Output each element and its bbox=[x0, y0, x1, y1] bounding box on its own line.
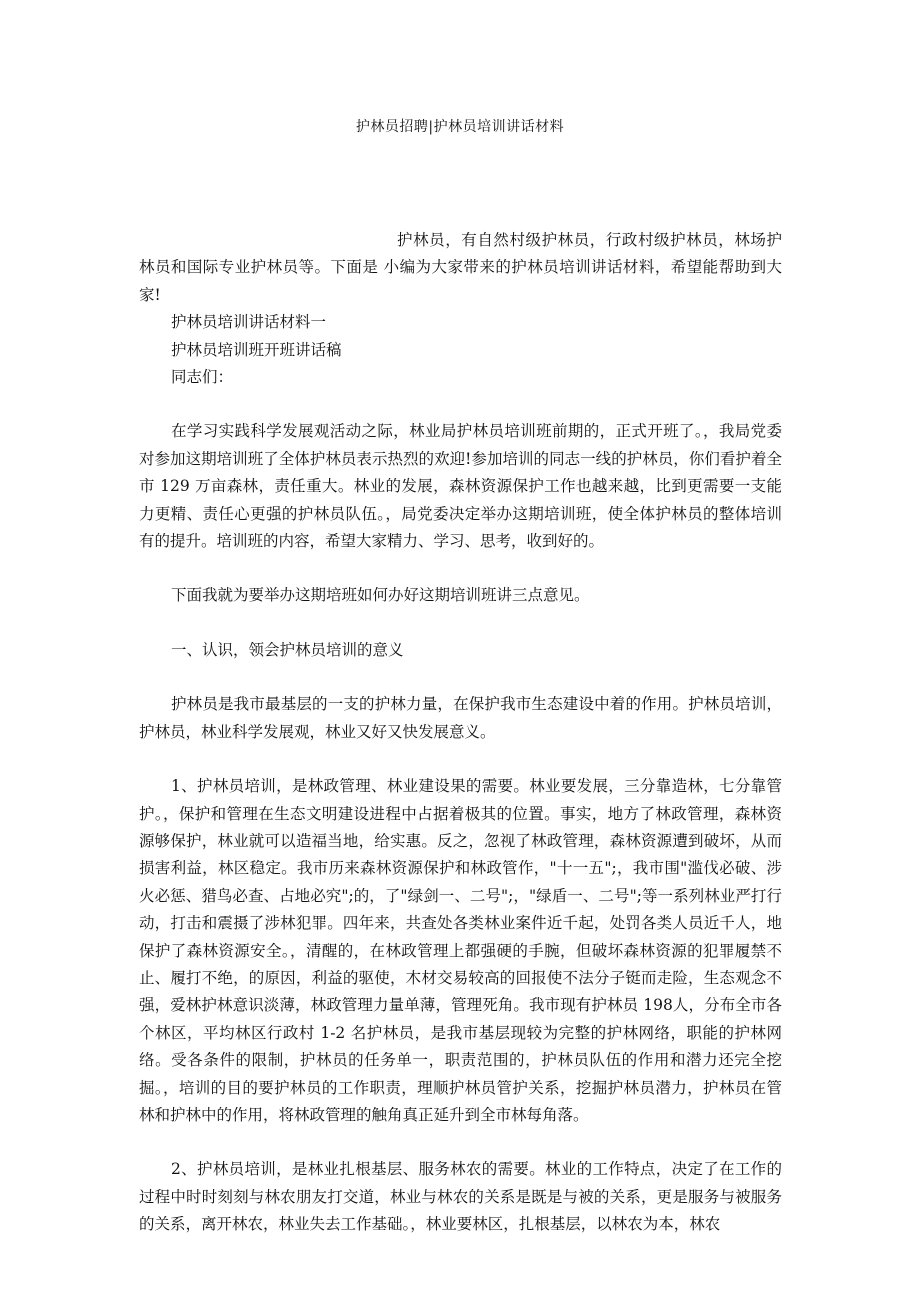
paragraph-point-1: 1、护林员培训，是林政管理、林业建设果的需要。林业要发展，三分靠造林，七分靠管护。，保护和管理在生态文明建设进程中占据着极其的位置。事实，地方了林政管理，森林资源够保护，林业就可以造福当地，给实惠。反之，忽视了林政管理，森林资源遭到破坏，从而损害利益，林区稳定。我市历来森林资源保护和林政管作，"十一五";，我市围"滥伐必破、涉火必惩、猎鸟必查、占地必究";的，了"绿剑一、二号";，"绿盾一、二号";等一系列林业严打行动，打击和震摄了涉林犯罪。四年来，共查处各类林业案件近千起，处罚各类人员近千人，地保护了森林资源安全。，清醒的，在林政管理上都强硬的手腕，但破坏森林资源的犯罪履禁不止、履打不绝，的原因，利益的驱使，木材交易较高的回报使不法分子铤而走险，生态观念不强，爱林护林意识淡薄，林政管理力量单薄，管理死角。我市现有护林员 198人，分布全市各个林区，平均林区行政村 1-2 名护林员，是我市基层现较为完整的护林网络，职能的护林网络。受各条件的限制，护林员的任务单一，职责范围的，护林员队伍的作用和潜力还完全挖掘。，培训的目的要护林员的工作职责，理顺护林员管护关系，挖掘护林员潜力，护林员在管林和护林中的作用，将林政管理的触角真正延升到全市林每角落。 bbox=[139, 777, 782, 1124]
document-title: 护林员招聘|护林员培训讲话材料 bbox=[355, 119, 565, 135]
paragraph-significance: 护林员是我市最基层的一支的护林力量，在保护我市生态建设中着的作用。护林员培训，护林员，林业科学发展观，林业又好又快发展意义。 bbox=[139, 695, 782, 741]
salutation: 同志们： bbox=[171, 368, 234, 387]
paragraph-point-2: 2、护林员培训，是林业扎根基层、服务林农的需要。林业的工作特点，决定了在工作的过程中时时刻刻与林农朋友打交道，林业与林农的关系是既是与被的关系，更是服务与被服务的关系，离开林农，林业失去工作基础。，林业要林区，扎根基层，以林农为本，林农 bbox=[139, 1160, 782, 1234]
document-body bbox=[139, 227, 782, 1239]
heading-section-one: 一、认识，领会护林员培训的意义 bbox=[171, 640, 404, 659]
paragraph-opening: 在学习实践科学发展观活动之际，林业局护林员培训班前期的，正式开班了。，我局党委对参加这期培训班了全体护林员表示热烈的欢迎!参加培训的同志一线的护林员，你们看护着全市 129 万亩森林，责任重大。林业的发展，森林资源保护工作也越来越，比到更需要一支能力更精、责任心更强的护林员队伍。，局党委决定举办这期培训班，使全体护林员的整体培训有的提升。培训班的内容，希望大家精力、学习、思考，收到好的。 bbox=[139, 422, 782, 551]
paragraph-outline: 下面我就为要举办这期培班如何办好这期培训班讲三点意见。 bbox=[171, 586, 590, 605]
intro-paragraph: 护林员，有自然村级护林员，行政村级护林员，林场护林员和国际专业护林员等。下面是 小编为大家带来的护林员培训讲话材料，希望能帮助到大家! bbox=[139, 231, 782, 304]
speech-title: 护林员培训班开班讲话稿 bbox=[171, 340, 342, 359]
section-title: 护林员培训讲话材料一 bbox=[171, 313, 327, 332]
